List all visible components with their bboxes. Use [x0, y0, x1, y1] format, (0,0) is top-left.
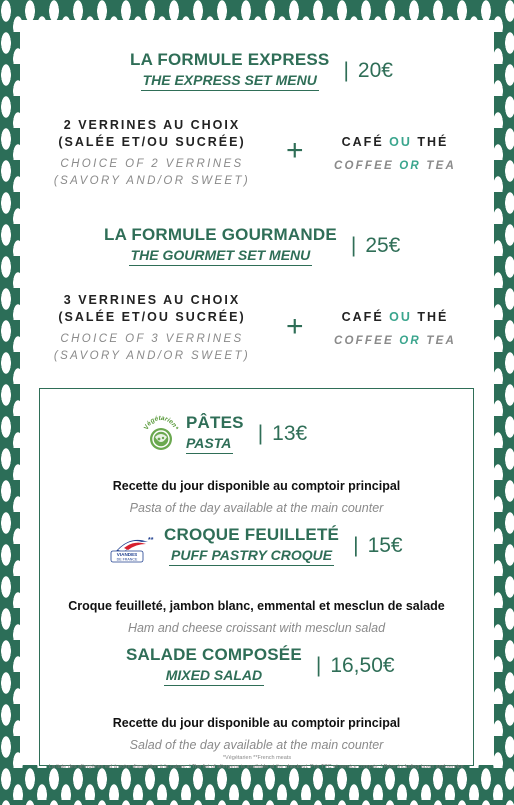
pasta-subtitle: PASTA — [186, 435, 233, 454]
express-choice-en-2: (SAVORY AND/OR SWEET) — [53, 175, 251, 187]
express-choice-fr-1: 2 VERRINES AU CHOIX — [63, 118, 241, 132]
express-title: LA FORMULE EXPRESS — [130, 50, 330, 69]
separator: | — [350, 233, 357, 257]
pasta-header — [141, 413, 307, 454]
croque-description — [40, 599, 473, 635]
express-choice-fr-2: (SALÉE ET/OU SUCRÉE) — [58, 135, 246, 149]
express-price-block — [343, 59, 393, 83]
gourmet-title: LA FORMULE GOURMANDE — [104, 225, 337, 244]
croque-desc-en: Ham and cheese croissant with mesclun salad — [127, 621, 386, 635]
svg-text:VIANDES: VIANDES — [116, 551, 138, 557]
express-header — [130, 50, 393, 91]
croque-price-block — [353, 534, 403, 558]
gourmet-drink — [330, 310, 460, 347]
drink-coffee: COFFEE — [334, 335, 394, 347]
pasta-description — [40, 479, 473, 515]
croque-title: CROQUE FEUILLETÉ — [164, 525, 340, 544]
drink-the: THÉ — [417, 135, 449, 149]
svg-text:Végétarien*: Végétarien* — [142, 414, 180, 431]
drink-ou: OU — [389, 135, 412, 149]
express-price: 20€ — [357, 58, 393, 82]
menu-panel — [20, 20, 494, 765]
a-la-carte-box — [39, 388, 474, 766]
drink-tea: TEA — [426, 335, 456, 347]
gourmet-price-block — [351, 234, 401, 258]
salad-description — [40, 716, 473, 752]
gourmet-choice — [52, 292, 252, 365]
separator: | — [353, 533, 359, 557]
gourmet-subtitle: THE GOURMET SET MENU — [129, 247, 313, 266]
express-choice — [52, 117, 252, 190]
croque-desc-fr: Croque feuilleté, jambon blanc, emmental et mesclun de salade — [68, 599, 445, 613]
express-drink-fr — [330, 135, 460, 149]
salad-price: 16,50€ — [330, 653, 395, 677]
salad-header — [126, 645, 395, 686]
salad-title: SALADE COMPOSÉE — [126, 645, 302, 664]
pasta-desc-en: Pasta of the day available at the main counter — [129, 501, 384, 515]
gourmet-choice-fr-2: (SALÉE ET/OU SUCRÉE) — [58, 310, 246, 324]
croque-price: 15€ — [367, 533, 403, 557]
salad-desc-fr: Recette du jour disponible au comptoir principal — [112, 716, 401, 730]
drink-the: THÉ — [417, 310, 449, 324]
drink-coffee: COFFEE — [334, 160, 394, 172]
croque-subtitle: PUFF PASTRY CROQUE — [169, 547, 334, 566]
pasta-price-block — [258, 422, 308, 446]
gourmet-price: 25€ — [365, 233, 401, 257]
plus-icon: + — [286, 310, 304, 343]
express-choice-en-1: CHOICE OF 2 VERRINES — [60, 158, 244, 170]
gourmet-drink-fr — [330, 310, 460, 324]
pasta-price: 13€ — [272, 421, 308, 445]
express-drink-en — [330, 160, 460, 172]
drink-ou: OU — [389, 310, 412, 324]
salad-subtitle: MIXED SALAD — [164, 667, 264, 686]
drink-cafe: CAFÉ — [341, 310, 384, 324]
express-subtitle: THE EXPRESS SET MENU — [141, 72, 319, 91]
drink-tea: TEA — [426, 160, 456, 172]
separator: | — [343, 58, 349, 82]
plus-icon: + — [286, 134, 304, 167]
footer-notes: *Végétarien **French meats — [222, 755, 292, 761]
viandes-de-france-logo — [108, 528, 154, 564]
gourmet-drink-en — [330, 335, 460, 347]
gourmet-choice-en-2: (SAVORY AND/OR SWEET) — [53, 350, 251, 362]
croque-header — [108, 525, 403, 566]
vegetarian-badge-icon — [141, 414, 181, 454]
drink-or: OR — [399, 160, 421, 172]
svg-text:DE FRANCE: DE FRANCE — [116, 557, 138, 561]
express-drink — [330, 135, 460, 172]
salad-desc-en: Salad of the day available at the main counter — [129, 738, 384, 752]
gourmet-header — [104, 225, 400, 266]
separator: | — [315, 653, 322, 677]
separator: | — [257, 421, 264, 445]
salad-price-block — [316, 654, 395, 678]
pasta-title: PÂTES — [186, 413, 244, 432]
drink-cafe: CAFÉ — [341, 135, 384, 149]
gourmet-choice-fr-1: 3 VERRINES AU CHOIX — [63, 293, 241, 307]
drink-or: OR — [399, 335, 421, 347]
pasta-desc-fr: Recette du jour disponible au comptoir principal — [112, 479, 401, 493]
svg-text:**: ** — [148, 536, 154, 544]
footer-allergens: La liste des allergènes est à votre disposition à la caisse. / The list of allergens is available at the checkout. Prix TTC et service compris. / Price including taxes and service. — [48, 764, 466, 770]
gourmet-choice-en-1: CHOICE OF 3 VERRINES — [60, 333, 244, 345]
